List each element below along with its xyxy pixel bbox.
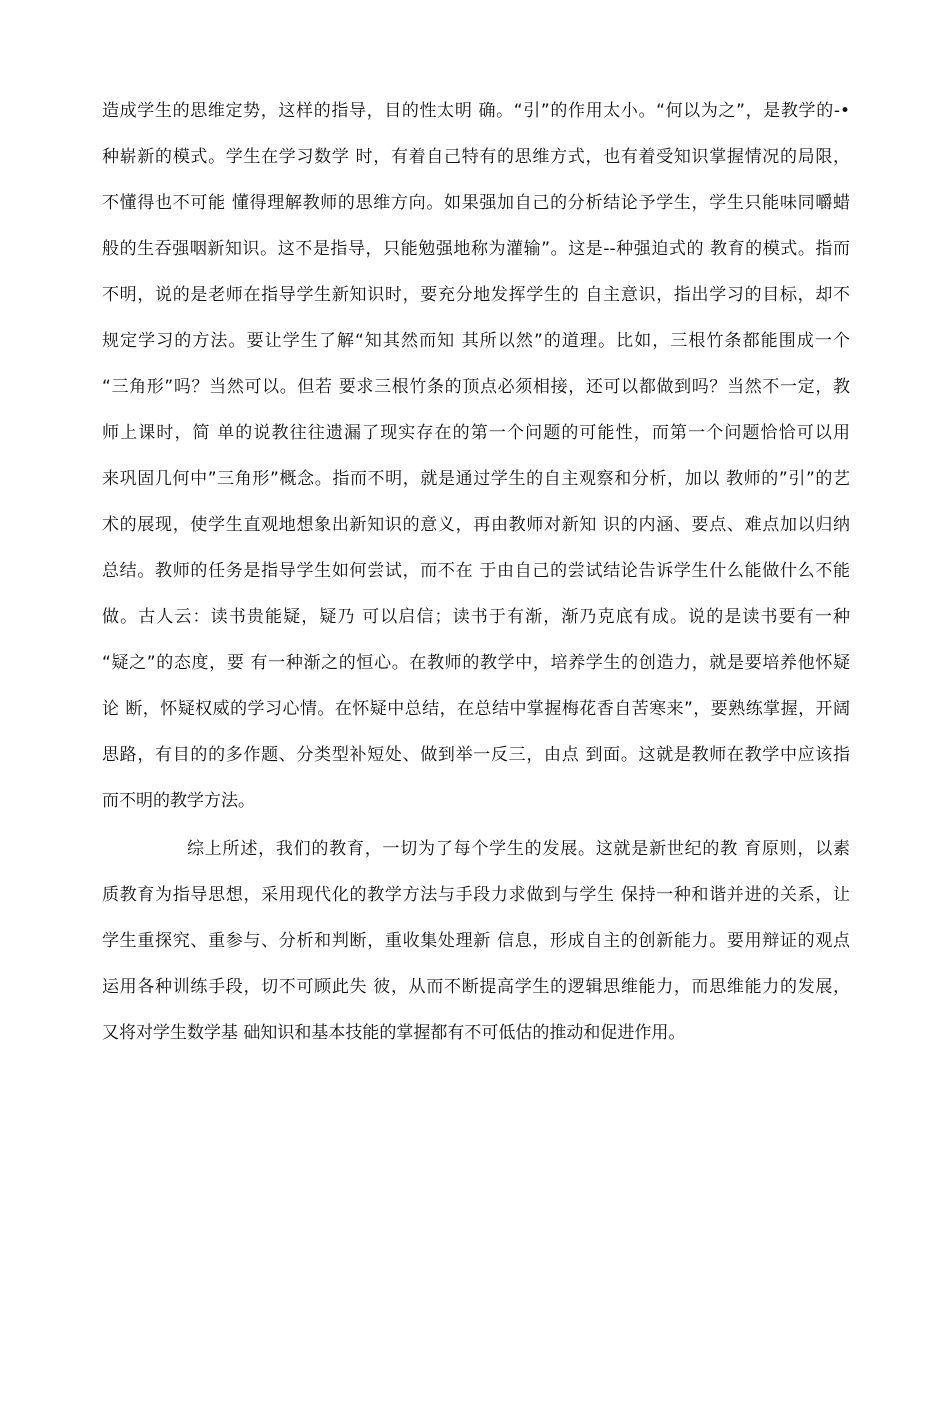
paragraph-2-line-2: 质教育为指导思想，采用现代化的教学方法与手段力求做到与学生 保持一种和谐并进的关系，让	[102, 885, 850, 905]
paragraph-1-line-8: 师上课时，简 单的说教往往遗漏了现实存在的第一个问题的可能性，而第一个问题恰恰可以用	[102, 423, 850, 443]
paragraph-1-line-4: 般的生吞强咽新知识。这不是指导，只能勉强地称为灌输”。这是--种强迫式的 教育的模式。指而	[102, 239, 850, 259]
paragraph-1-line-1: 造成学生的思维定势，这样的指导，目的性太明 确。“引”的作用太小。“何以为之”，是教学的-•	[102, 101, 850, 121]
paragraph-2-line-3: 学生重探究、重参与、分析和判断，重收集处理新 信息，形成自主的创新能力。要用辩证的观点	[102, 931, 850, 951]
paragraph-1-line-16: 而不明的教学方法。	[102, 791, 255, 811]
paragraph-1-line-14: 论 断，怀疑权威的学习心情。在怀疑中总结，在总结中掌握梅花香自苦寒来”，要熟练掌握，开阔	[102, 699, 850, 719]
paragraph-1-line-10: 术的展现，使学生直观地想象出新知识的意义，再由教师对新知 识的内涵、要点、难点加以归纳	[102, 515, 850, 535]
paragraph-2-line-1: 综上所述，我们的教育，一切为了每个学生的发展。这就是新世纪的教 育原则，以素	[187, 839, 850, 859]
paragraph-2-line-5: 又将对学生数学基 础知识和基本技能的掌握都有不可低估的推动和促进作用。	[102, 1023, 686, 1043]
paragraph-1-line-6: 规定学习的方法。要让学生了解“知其然而知 其所以然”的道理。比如，三根竹条都能围成一个	[102, 331, 850, 351]
paragraph-1-line-12: 做。古人云：读书贵能疑，疑乃 可以启信；读书于有渐，渐乃克底有成。说的是读书要有一种	[102, 607, 850, 627]
paragraph-1-line-5: 不明，说的是老师在指导学生新知识时，要充分地发挥学生的 自主意识，指出学习的目标，却不	[102, 285, 850, 305]
paragraph-1-line-7: “三角形”吗？当然可以。但若 要求三根竹条的顶点必须相接，还可以都做到吗？当然不一定，教	[102, 377, 850, 397]
paragraph-2-line-4: 运用各种训练手段，切不可顾此失 彼，从而不断提高学生的逻辑思维能力，而思维能力的发展，	[102, 977, 850, 997]
paragraph-1-line-11: 总结。教师的任务是指导学生如何尝试，而不在 于由自己的尝试结论告诉学生什么能做什么不能	[102, 561, 850, 581]
paragraph-1-line-15: 思路，有目的的多作题、分类型补短处、做到举一反三，由点 到面。这就是教师在教学中应该指	[102, 745, 850, 765]
paragraph-1-line-9: 来巩固几何中”三角形”概念。指而不明，就是通过学生的自主观察和分析，加以 教师的”引”的艺	[102, 469, 850, 489]
paragraph-1-line-2: 种崭新的模式。学生在学习数学 时，有着自己特有的思维方式，也有着受知识掌握情况的局限，	[102, 147, 850, 167]
paragraph-1-line-13: “疑之”的态度，要 有一种渐之的恒心。在教师的教学中，培养学生的创造力，就是要培养他怀疑	[102, 653, 850, 673]
paragraph-1-line-3: 不懂得也不可能 懂得理解教师的思维方向。如果强加自己的分析结论予学生，学生只能味同嚼蜡	[102, 193, 850, 213]
